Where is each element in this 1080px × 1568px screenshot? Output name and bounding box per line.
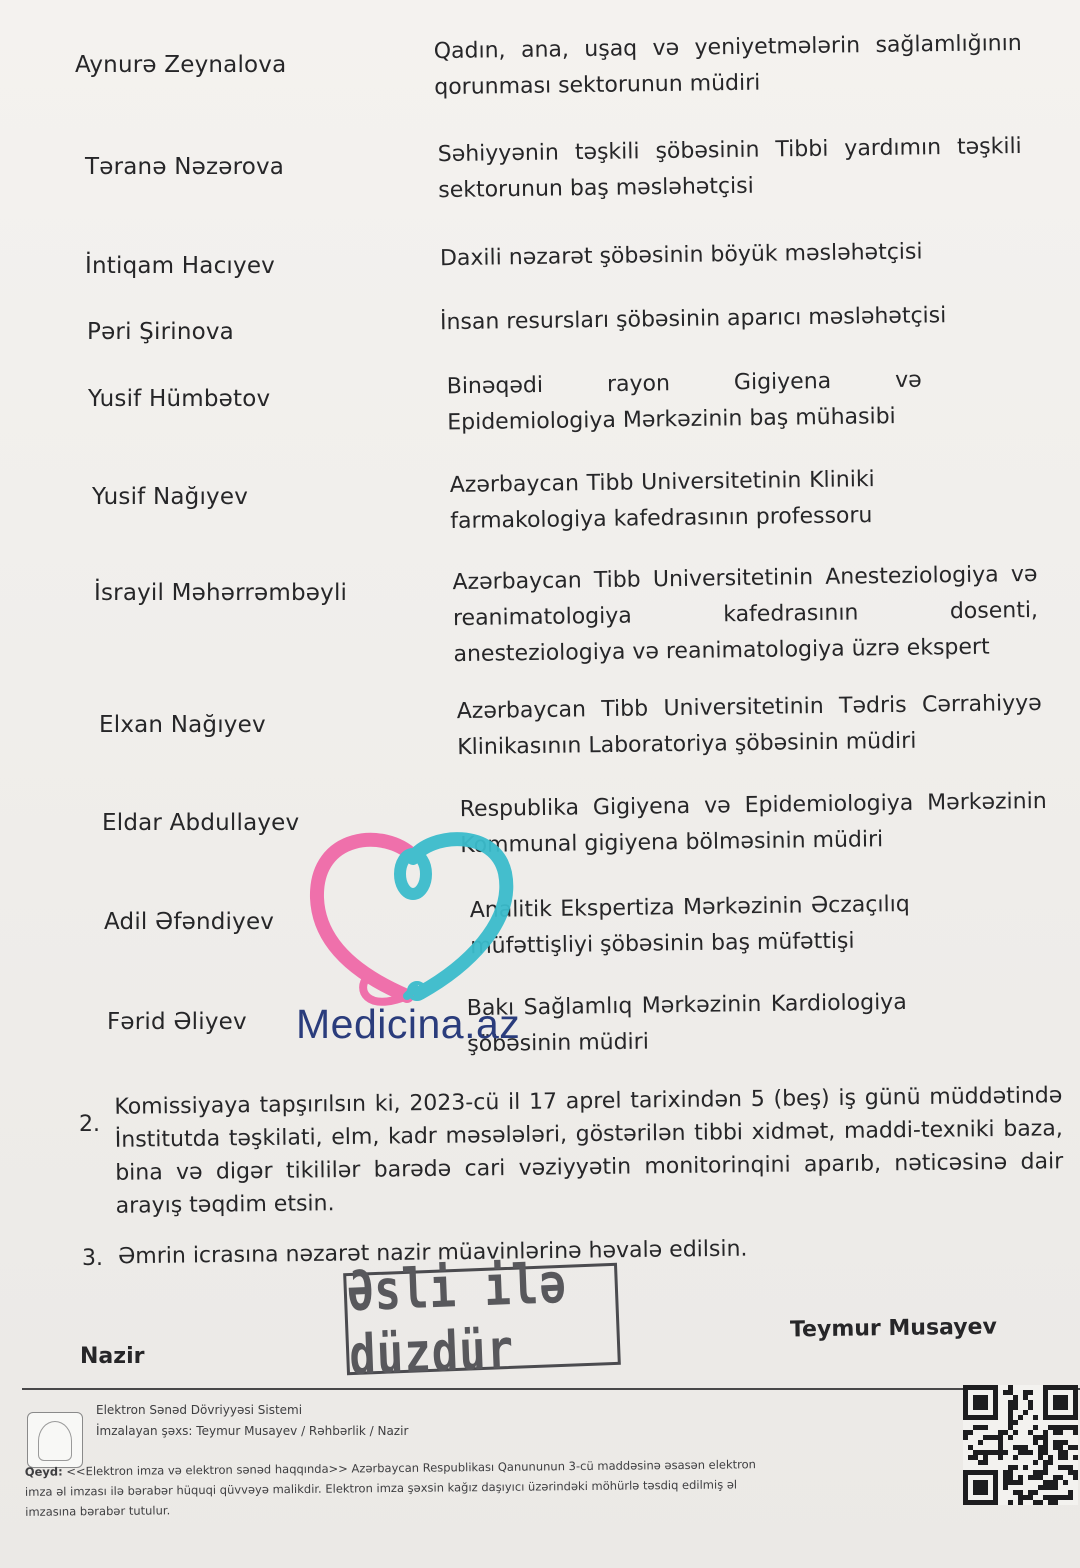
- member-role: Bakı Sağlamlıq Mərkəzinin Kardiologiya şöbəsinin müdiri: [466, 989, 907, 1058]
- member-role: Azərbaycan Tibb Universitetinin Anesteziologiya və reanimatologiya kafedrasının dosenti, anesteziologiya və reanimatologiya üzrə ekspert: [452, 561, 1039, 668]
- member-name: İsrayil Məhərrəmbəyli: [94, 580, 348, 606]
- member-name: Təranə Nəzərova: [85, 154, 285, 180]
- member-role: İnsan resursları şöbəsinin aparıcı məsləhətçisi: [439, 303, 947, 336]
- signed-by: İmzalayan şəxs: Teymur Musayev / Rəhbərlik / Nazir: [96, 1424, 409, 1438]
- system-name: Elektron Sənəd Dövriyyəsi Sistemi: [96, 1403, 303, 1417]
- clause-text: Komissiyaya tapşırılsın ki, 2023-cü il 17 aprel tarixindən 5 (beş) iş günü müddətində İnstitutda təşkilati, elm, kadr məsələləri, göstərilən tibbi xidmət, maddi-texniki baza, bina və digər tikililər barədə cari vəziyyətin monitorinqini aparıb, nəticəsinə dair arayış təqdim etsin.: [114, 1083, 1064, 1219]
- member-role: Respublika Gigiyena və Epidemiologiya Mərkəzinin Kommunal gigiyena bölməsinin müdiri: [459, 788, 1047, 859]
- watermark-text: Medicina.az: [296, 1001, 521, 1047]
- legal-note: [25, 1454, 766, 1522]
- esds-emblem-icon: [27, 1412, 83, 1468]
- member-role: Analitik Ekspertiza Mərkəzinin Əczaçılıq müfəttişliyi şöbəsinin baş müfəttişi: [469, 891, 910, 960]
- member-name: Elxan Nağıyev: [99, 712, 266, 738]
- signatory-title: Nazir: [80, 1344, 145, 1369]
- member-role: Binəqədi rayon Gigiyena və Epidemiologiya Mərkəzinin baş mühasibi: [446, 367, 922, 436]
- certified-copy-stamp: [343, 1251, 621, 1388]
- member-name: Fərid Əliyev: [107, 1009, 247, 1035]
- stamp-text: Əsli ilə düzdür: [345, 1251, 568, 1388]
- member-role: Azərbaycan Tibb Universitetinin Tədris Cərrahiyyə Klinikasının Laboratoriya şöbəsinin müdiri: [456, 690, 1042, 761]
- member-role: Qadın, ana, uşaq və yeniyetmələrin sağlamlığının qorunması sektorunun müdiri: [433, 30, 1022, 101]
- member-name: İntiqam Hacıyev: [85, 253, 275, 279]
- note-label: Qeyd:: [24, 1464, 63, 1479]
- member-name: Yusif Hümbətov: [88, 386, 271, 412]
- member-name: Yusif Nağıyev: [92, 484, 249, 510]
- member-role: Daxili nəzarət şöbəsinin böyük məsləhətçisi: [439, 239, 923, 272]
- member-name: Aynurə Zeynalova: [75, 52, 287, 78]
- qr-code-icon: [963, 1385, 1078, 1505]
- clause-text: Əmrin icrasına nəzarət nazir müavinlərinə həvalə edilsin.: [117, 1236, 748, 1270]
- note-text: <<Elektron imza və elektron sənəd haqqında>> Azərbaycan Respublikası Qanununun 3-cü maddəsinə əsasən elektron imza əl imzası ilə bərabər hüquqi qüvvəyə malikdir. Elektron imza şəxsin kağız daşıyıcı üzərindəki möhürlə təsdiq edilmiş əl imzasına bərabər tutulur.: [24, 1457, 756, 1519]
- signatory-name: Teymur Musayev: [789, 1314, 998, 1343]
- footer-divider: [22, 1388, 1080, 1390]
- member-name: Eldar Abdullayev: [102, 810, 300, 836]
- member-name: Pəri Şirinova: [87, 319, 234, 345]
- member-name: Adil Əfəndiyev: [104, 909, 275, 935]
- clause-number: 3.: [82, 1246, 103, 1271]
- clause-number: 2.: [79, 1112, 100, 1137]
- member-role: Səhiyyənin təşkili şöbəsinin Tibbi yardımın təşkili sektorunun baş məsləhətçisi: [437, 133, 1022, 204]
- member-role: Azərbaycan Tibb Universitetinin Kliniki farmakologiya kafedrasının professoru: [449, 467, 875, 534]
